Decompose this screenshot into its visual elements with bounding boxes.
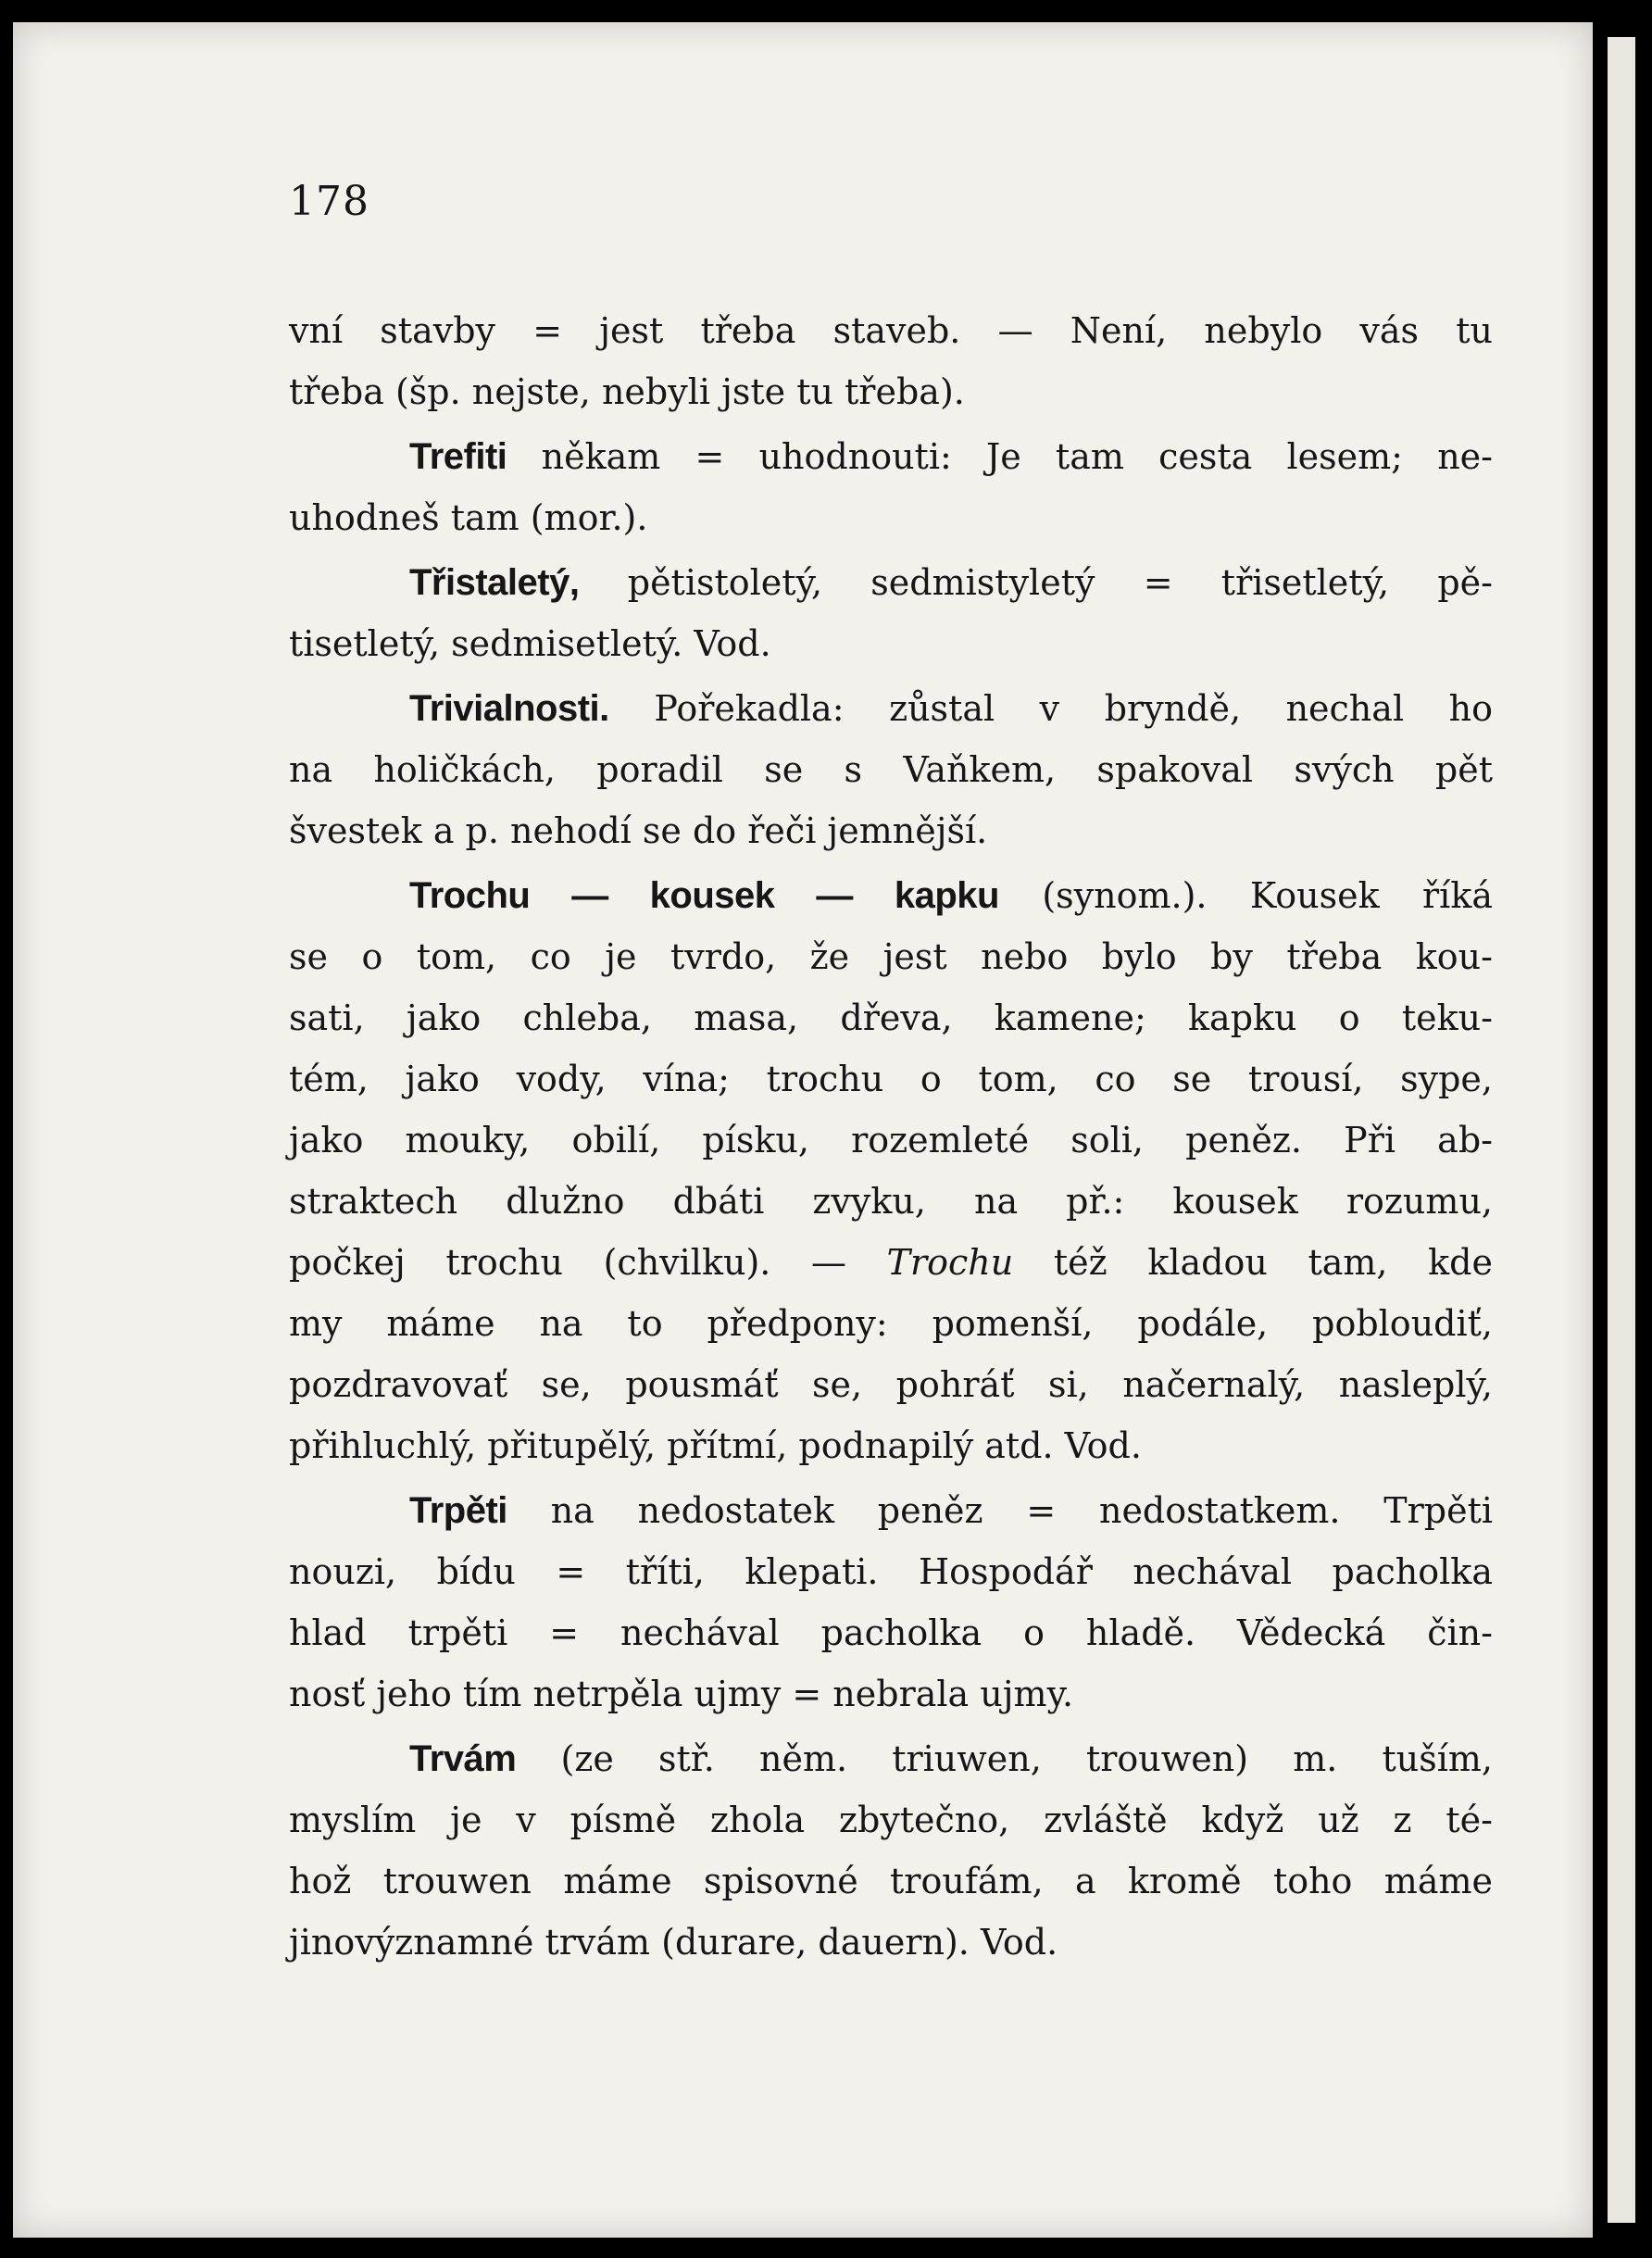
entry-headword: Trochu — kousek — kapku: [409, 875, 999, 916]
text-line: [289, 552, 1493, 613]
text-line: tém, jako vody, vína; trochu o tom, co se trousí, sype,: [289, 1059, 1493, 1099]
entry-headword: Třistaletý,: [409, 562, 580, 603]
page-edge-shadow: [1595, 37, 1608, 2223]
entry-trvam: [289, 1728, 1493, 1973]
text-line: třeba (šp. nejste, nebyli jste tu třeba).: [289, 371, 965, 412]
text-line: [289, 426, 1493, 487]
entry-trefiti: [289, 426, 1493, 548]
text-line: jako mouky, obilí, písku, rozemleté soli, peněz. Při ab-: [289, 1120, 1493, 1160]
text-line: přihluchlý, přitupělý, přítmí, podnapilý atd. Vod.: [289, 1425, 1142, 1466]
text-line: [289, 865, 1493, 926]
entry-headword: Trefiti: [409, 436, 507, 477]
text-line: hlad trpěti = nechával pacholka o hladě. Vědecká čin-: [289, 1612, 1493, 1653]
text-line: myslím je v písmě zhola zbytečno, zvláště když už z té-: [289, 1800, 1493, 1840]
entry-headword: Trpěti: [409, 1490, 507, 1531]
text-block: [289, 178, 1494, 1976]
text-line: sati, jako chleba, masa, dřeva, kamene; kapku o teku-: [289, 997, 1493, 1038]
text-line: tisetletý, sedmisetletý. Vod.: [289, 623, 771, 664]
text-line: [289, 1480, 1493, 1541]
page-number: 178: [289, 178, 369, 225]
adjacent-page-edge: [1608, 37, 1635, 2223]
text-line: hož trouwen máme spisovné troufám, a kromě toho máme: [289, 1861, 1493, 1901]
entry-text: někam = uhodnouti: Je tam cesta lesem; ne-: [507, 436, 1493, 477]
entry-text: počkej trochu (chvilku). —: [289, 1242, 887, 1283]
entry-text: Pořekadla: zůstal v bryndě, nechal ho: [608, 688, 1493, 729]
entry-text: též kladou tam, kde: [1013, 1242, 1493, 1283]
entry-trochu: [289, 865, 1493, 1476]
entry-text: (synom.). Kousek říká: [998, 875, 1494, 916]
text-line: vní stavby = jest třeba staveb. — Není, nebylo vás tu: [289, 310, 1493, 351]
text-line: [289, 1728, 1493, 1789]
text-line: švestek a p. nehodí se do řeči jemnější.: [289, 810, 988, 851]
text-line: na holičkách, poradil se s Vaňkem, spakoval svých pět: [289, 749, 1493, 790]
entry-tristalety: [289, 552, 1493, 674]
entry-text: pětistoletý, sedmistyletý = třisetletý, pě-: [579, 562, 1493, 603]
entry-headword: Trivialnosti.: [409, 688, 609, 729]
text-line: my máme na to předpony: pomenší, podále, pobloudiť,: [289, 1303, 1493, 1344]
text-line: nosť jeho tím netrpěla ujmy = nebrala ujmy.: [289, 1674, 1074, 1714]
entry-text: na nedostatek peněz = nedostatkem. Trpěti: [507, 1490, 1493, 1531]
text-line: uhodneš tam (mor.).: [289, 497, 648, 538]
text-line: pozdravovať se, pousmáť se, pohráť si, načernalý, nasleplý,: [289, 1364, 1493, 1405]
text-line: jinovýznamné trvám (durare, dauern). Vod.: [289, 1922, 1058, 1963]
italic-term: Trochu: [886, 1242, 1014, 1283]
text-line: straktech dlužno dbáti zvyku, na př.: kousek rozumu,: [289, 1181, 1493, 1222]
entry-trivialnosti: [289, 678, 1493, 861]
paragraph-continuation: [289, 300, 1493, 422]
text-line: se o tom, co je tvrdo, že jest nebo bylo by třeba kou-: [289, 936, 1493, 977]
entry-headword: Trvám: [409, 1738, 517, 1779]
entry-text: (ze stř. něm. triuwen, trouwen) m. tuším,: [516, 1738, 1493, 1779]
text-line: [289, 1232, 1493, 1293]
text-line: nouzi, bídu = tříti, klepati. Hospodář nechával pacholka: [289, 1551, 1493, 1592]
text-line: [289, 678, 1493, 739]
entry-trpeti: [289, 1480, 1493, 1725]
